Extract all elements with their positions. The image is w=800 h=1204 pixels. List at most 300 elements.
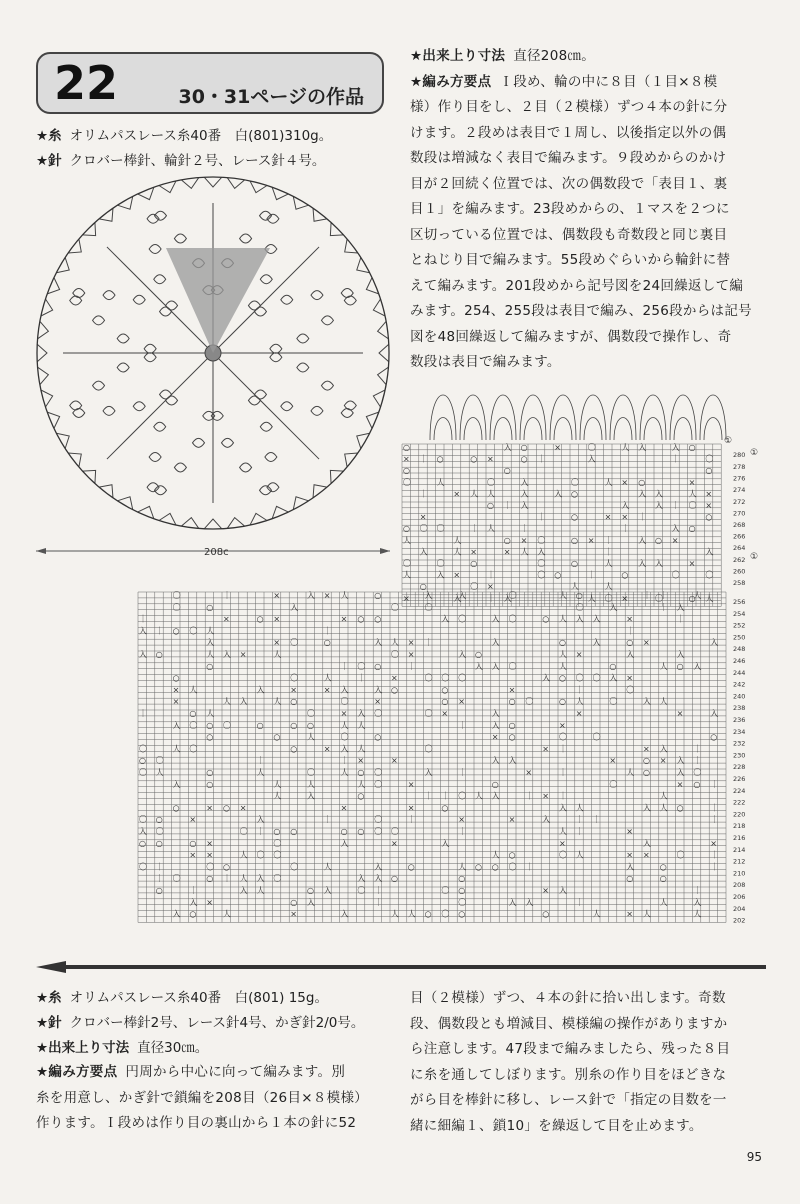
chart-stitch-symbol: 人 (340, 720, 349, 730)
chart-stitch-symbol: 〇 (189, 720, 198, 730)
chart-stitch-symbol: × (487, 582, 494, 592)
chart-stitch-symbol: × (705, 489, 713, 499)
chart-row-label: 276 (733, 474, 746, 483)
chart-stitch-symbol: × (710, 838, 717, 848)
chart-row-label: 254 (733, 609, 746, 618)
chart-stitch-symbol: 〇 (575, 673, 584, 683)
doily-flower (117, 363, 129, 372)
doily-edge-triangle (117, 196, 132, 209)
chart-stitch-symbol: ○ (273, 827, 281, 836)
chart-stitch-symbol: ｜ (575, 827, 584, 836)
doily-edge-triangle (204, 177, 222, 187)
chart-stitch-symbol: × (470, 547, 477, 557)
chart-stitch-symbol: ｜ (626, 626, 635, 636)
chart-stitch-symbol: 〇 (290, 638, 299, 648)
row-marker: ① (750, 552, 759, 562)
chart-stitch-symbol: × (659, 756, 667, 766)
chart-stitch-symbol: ○ (621, 570, 629, 580)
chart-stitch-symbol: 入 (503, 593, 512, 603)
chart-stitch-symbol: 入 (374, 874, 383, 884)
chart-stitch-symbol: ○ (571, 512, 578, 522)
chart-row-label: 216 (733, 834, 746, 842)
chart-stitch-symbol: ○ (554, 570, 562, 580)
chart-stitch-symbol: ｜ (710, 850, 719, 860)
chart-stitch-symbol: ｜ (604, 535, 613, 545)
chart-stitch-symbol: × (340, 709, 348, 718)
chart-stitch-symbol: 〇 (307, 709, 315, 718)
chart-stitch-symbol: ○ (571, 535, 578, 545)
chart-stitch-symbol: × (604, 512, 612, 522)
chart-stitch-symbol: 入 (374, 862, 383, 872)
chart-stitch-symbol: ｜ (323, 815, 332, 825)
doily-flower (166, 301, 178, 310)
chart-stitch-symbol: ○ (655, 535, 662, 545)
chart-stitch-symbol: ○ (391, 874, 398, 884)
shaded-segment (166, 248, 270, 353)
chart-stitch-symbol: ○ (688, 524, 696, 534)
finished-size-label: ★出来上り寸法 (410, 48, 506, 64)
chart-stitch-symbol: 〇 (403, 559, 411, 568)
chart-stitch-symbol: 入 (172, 720, 181, 730)
chart-stitch-symbol: 人 (659, 791, 668, 801)
doily-flower (260, 275, 272, 284)
chart-stitch-symbol: ○ (290, 744, 298, 754)
chart-stitch-symbol: × (189, 850, 197, 860)
chart-stitch-symbol: 入 (139, 650, 147, 659)
chart-stitch-symbol: ○ (374, 614, 382, 624)
chart-stitch-symbol: × (441, 709, 449, 718)
chart-stitch-symbol: 入 (374, 638, 383, 648)
chart-stitch-symbol: 人 (340, 768, 349, 777)
chart-stitch-symbol: ｜ (559, 791, 567, 801)
chart-stitch-symbol: 人 (659, 697, 668, 707)
chart-stitch-symbol: ○ (374, 591, 382, 600)
chart-row-label: 248 (733, 645, 746, 654)
chart-stitch-symbol: 入 (424, 591, 433, 600)
chart-stitch-symbol: 入 (508, 756, 517, 766)
pattern-subtitle: 30・31ページの作品 (178, 86, 364, 108)
chart-stitch-symbol: ○ (357, 614, 365, 624)
chart-stitch-symbol: 〇 (441, 886, 450, 895)
chart-stitch-symbol: × (676, 779, 684, 789)
lower-yarn-label: ★糸 (36, 990, 62, 1006)
instructions-right (410, 44, 775, 376)
chart-stitch-symbol: 入 (256, 685, 265, 695)
chart-stitch-symbol: ｜ (520, 524, 529, 534)
chart-stitch-symbol: 入 (676, 756, 685, 766)
chart-stitch-symbol: 〇 (357, 661, 366, 671)
chart-stitch-symbol: 入 (520, 477, 529, 487)
chart-row-label: 212 (733, 857, 746, 866)
chart-stitch-symbol: 〇 (508, 614, 517, 624)
chart-stitch-symbol: 入 (491, 661, 500, 671)
page-number: 95 (746, 1150, 762, 1164)
chart-stitch-symbol: 〇 (206, 862, 215, 872)
chart-stitch-symbol: × (206, 803, 213, 813)
chart-stitch-symbol: 入 (643, 803, 651, 813)
chart-stitch-symbol: 入 (592, 614, 601, 624)
chart-stitch-symbol: 入 (239, 886, 248, 895)
chart-stitch-symbol: 入 (676, 602, 685, 612)
chart-stitch-symbol: 入 (626, 862, 635, 872)
chart-stitch-symbol: 入 (491, 720, 500, 730)
chart-stitch-symbol: 〇 (273, 838, 282, 848)
chart-stitch-symbol: × (403, 454, 410, 464)
lower-needle-spec (36, 1011, 364, 1036)
chart-stitch-symbol: 人 (575, 803, 584, 813)
chart-stitch-symbol: 〇 (340, 732, 349, 742)
chart-stitch-symbol: × (323, 744, 331, 754)
chart-stitch-symbol: 人 (206, 626, 215, 636)
chart-stitch-symbol: 〇 (441, 909, 450, 919)
chart-stitch-symbol: × (223, 614, 230, 624)
chart-stitch-symbol: 入 (458, 650, 467, 659)
chart-stitch-symbol: × (621, 593, 629, 603)
chart-row-label: 240 (733, 692, 746, 701)
chart-stitch-symbol: 入 (638, 535, 647, 545)
chart-stitch-symbol: ｜ (374, 886, 383, 895)
chart-stitch-symbol: × (419, 512, 427, 522)
chart-stitch-symbol: ｜ (710, 803, 719, 813)
chart-stitch-symbol: ○ (374, 661, 382, 671)
chart-stitch-symbol: 〇 (189, 626, 198, 636)
chart-stitch-symbol: 入 (676, 650, 685, 659)
lower-size-spec (36, 1036, 208, 1061)
chart-stitch-symbol: × (559, 838, 566, 848)
chart-stitch-symbol: ｜ (419, 454, 428, 464)
chart-stitch-symbol: ｜ (643, 591, 651, 600)
chart-stitch-symbol: 人 (223, 697, 231, 707)
chart-row-label: 232 (733, 739, 746, 748)
chart-stitch-symbol: 人 (256, 768, 265, 777)
chart-stitch-symbol: 人 (239, 874, 248, 884)
chart-stitch-symbol: ○ (470, 454, 478, 464)
chart-row-label: 208 (733, 881, 746, 890)
chart-stitch-symbol: 〇 (424, 602, 433, 612)
chart-stitch-symbol: 人 (357, 720, 366, 730)
chart-stitch-symbol: 入 (525, 897, 534, 907)
chart-stitch-symbol: × (626, 614, 633, 624)
chart-stitch-symbol: ｜ (340, 661, 349, 671)
chart-stitch-symbol: 人 (357, 744, 366, 754)
row-marker: ① (750, 448, 759, 458)
chart-stitch-symbol: 入 (453, 593, 462, 603)
chart-stitch-symbol: ｜ (407, 661, 416, 671)
chart-row-label: 210 (733, 869, 746, 878)
chart-stitch-symbol: 〇 (374, 827, 383, 836)
chart-stitch-symbol: × (626, 909, 633, 919)
chart-stitch-symbol: 〇 (374, 709, 383, 718)
chart-stitch-symbol: 〇 (571, 477, 579, 487)
chart-stitch-symbol: 人 (470, 489, 479, 499)
chart-stitch-symbol: 〇 (508, 591, 517, 600)
chart-stitch-symbol: × (458, 815, 465, 825)
chart-stitch-symbol: 入 (520, 489, 529, 499)
yarn-label: ★糸 (36, 128, 62, 144)
chart-stitch-symbol: 入 (575, 614, 584, 624)
chart-stitch-symbol: ｜ (139, 614, 147, 624)
chart-stitch-symbol: 入 (340, 909, 349, 919)
chart-stitch-symbol: 入 (638, 559, 647, 568)
chart-stitch-symbol: ○ (643, 756, 650, 766)
doily-flower (93, 316, 105, 325)
chart-stitch-symbol: 入 (256, 874, 265, 884)
chart-stitch-symbol: 人 (659, 897, 668, 907)
chart-stitch-symbol: 人 (705, 593, 714, 603)
chart-stitch-symbol: ｜ (357, 673, 366, 683)
chart-stitch-symbol: × (705, 501, 713, 510)
chart-stitch-symbol: 人 (693, 909, 702, 919)
chart-stitch-symbol: 入 (655, 501, 663, 510)
chart-stitch-symbol: ○ (487, 501, 494, 510)
chart-stitch-symbol: ｜ (575, 897, 584, 907)
chart-stitch-symbol: ○ (475, 862, 482, 872)
chart-stitch-symbol: ○ (676, 803, 684, 813)
lower-method-label: ★編み方要点 (36, 1064, 118, 1080)
chart-stitch-symbol: ○ (626, 638, 634, 648)
yarn-value: オリムパスレース糸40番 白(801)310g。 (69, 128, 333, 144)
chart-stitch-symbol: × (453, 489, 461, 499)
chart-row-label: 256 (733, 598, 746, 606)
chart-stitch-symbol: 入 (357, 874, 366, 884)
chart-stitch-symbol: 〇 (458, 614, 467, 624)
chart-stitch-symbol: × (323, 591, 331, 600)
doily-edge-triangle (293, 196, 308, 209)
chart-stitch-symbol: 〇 (592, 732, 601, 742)
chart-stitch-symbol: 入 (419, 547, 428, 557)
chart-stitch-symbol: 人 (659, 661, 668, 671)
chart-stitch-symbol: ○ (458, 874, 466, 884)
chart-stitch-symbol: 〇 (508, 862, 517, 872)
chart-stitch-symbol: ○ (508, 850, 516, 860)
chart-stitch-symbol: 〇 (391, 650, 399, 659)
chart-stitch-symbol: 入 (638, 489, 647, 499)
chart-stitch-symbol: 〇 (256, 850, 265, 860)
chart-stitch-symbol: ○ (403, 466, 410, 476)
chart-stitch-symbol: × (453, 570, 461, 580)
chart-stitch-symbol: ｜ (575, 685, 584, 695)
chart-scallop (554, 418, 572, 441)
chart-stitch-symbol: × (403, 593, 410, 603)
pattern-number: 22 (54, 56, 119, 110)
chart-stitch-symbol: ○ (542, 909, 550, 919)
chart-stitch-symbol: ○ (391, 685, 398, 695)
chart-stitch-symbol: 〇 (403, 477, 411, 487)
chart-stitch-symbol: 〇 (604, 593, 613, 603)
chart-stitch-symbol: ｜ (537, 512, 546, 522)
yarn-spec (36, 124, 332, 149)
chart-stitch-symbol: × (508, 685, 516, 695)
chart-stitch-symbol: × (290, 685, 297, 695)
chart-stitch-symbol: 人 (155, 768, 164, 777)
chart-stitch-symbol: 〇 (374, 815, 383, 825)
chart-stitch-symbol: 人 (239, 850, 248, 860)
chart-stitch-symbol: 人 (206, 709, 215, 718)
chart-stitch-symbol: 人 (559, 614, 567, 624)
chart-stitch-symbol: 人 (436, 477, 445, 487)
chart-stitch-symbol: ｜ (710, 862, 719, 872)
chart-stitch-symbol: × (189, 815, 197, 825)
chart-stitch-symbol: ○ (676, 661, 684, 671)
chart-stitch-symbol: ○ (436, 454, 444, 464)
chart-stitch-symbol: ○ (503, 466, 511, 476)
chart-stitch-symbol: 人 (520, 547, 529, 557)
finished-size-value: 直径208㎝。 (513, 48, 596, 64)
chart-stitch-symbol: ｜ (693, 756, 702, 766)
chart-stitch-symbol: ｜ (424, 791, 433, 801)
chart-stitch-symbol: ｜ (503, 501, 512, 510)
chart-stitch-symbol: 入 (542, 673, 551, 683)
doily-flower (117, 334, 129, 343)
chart-stitch-symbol: 入 (340, 744, 349, 754)
chart-stitch-symbol: × (503, 547, 511, 557)
chart-stitch-symbol: ｜ (525, 862, 534, 872)
lower-method-continued: 目（２模様）ずつ、４本の針に拾い出します。奇数 段、偶数段とも増減目、模様編の操作がありますか ら注意します。47段まで編みましたら、残った８目 に糸を通してしぼります。別糸の作り目をほどきな がら目を棒針に移し、レース針で「指定の目数を一 緒に細編１、鎖10」を繰返して目を止めます。 (410, 990, 731, 1134)
chart-stitch-symbol: × (374, 697, 381, 707)
chart-stitch-symbol: 〇 (239, 827, 248, 836)
chart-stitch-symbol: ○ (340, 827, 348, 836)
chart-row-label: 244 (733, 668, 746, 677)
chart-stitch-symbol: × (239, 803, 247, 813)
chart-stitch-symbol: × (273, 638, 281, 648)
chart-stitch-symbol: ｜ (458, 720, 467, 730)
chart-stitch-symbol: 人 (604, 477, 613, 487)
chart-stitch-symbol: ○ (206, 779, 214, 789)
chart-stitch-symbol: 〇 (172, 602, 181, 612)
chart-stitch-symbol: 〇 (537, 535, 546, 545)
chart-stitch-symbol: 人 (273, 697, 282, 707)
chart-stitch-symbol: × (407, 779, 415, 789)
chart-stitch-symbol: 人 (604, 582, 613, 592)
chart-stitch-symbol: ○ (290, 827, 298, 836)
chart-row-label: 278 (733, 463, 746, 471)
chart-stitch-symbol: ○ (638, 477, 646, 487)
chart-stitch-symbol: 入 (643, 838, 651, 848)
chart-stitch-symbol: 入 (239, 697, 248, 707)
chart-stitch-symbol: 人 (626, 768, 635, 777)
chart-stitch-symbol: 〇 (705, 570, 714, 580)
chart-stitch-symbol: ｜ (424, 638, 433, 648)
chart-stitch-symbol: × (587, 535, 595, 545)
chart-stitch-symbol: ｜ (139, 709, 147, 718)
chart-stitch-symbol: 〇 (436, 559, 445, 568)
chart-stitch-symbol: ○ (693, 779, 701, 789)
chart-stitch-symbol: 入 (223, 650, 231, 659)
chart-stitch-symbol: ○ (155, 838, 163, 848)
doily-flower (321, 316, 333, 325)
chart-stitch-symbol: × (575, 650, 583, 659)
chart-stitch-symbol: 人 (559, 661, 567, 671)
chart-stitch-symbol: 〇 (508, 661, 517, 671)
chart-stitch-symbol: ｜ (638, 512, 647, 522)
chart-stitch-symbol: 〇 (436, 524, 445, 534)
chart-stitch-symbol: ○ (206, 720, 214, 730)
chart-row-label: 220 (733, 810, 746, 819)
chart-stitch-symbol: × (458, 697, 465, 707)
chart-stitch-symbol: 〇 (655, 593, 663, 603)
chart-row-label: 224 (733, 786, 746, 795)
chart-stitch-symbol: ｜ (223, 591, 231, 600)
chart-row-label: 204 (733, 904, 746, 913)
chart-stitch-symbol: 人 (403, 570, 411, 580)
chart-stitch-symbol: 〇 (424, 744, 433, 754)
chart-stitch-symbol: ○ (688, 593, 696, 603)
chart-stitch-symbol: 人 (307, 779, 315, 789)
chart-stitch-symbol: × (172, 685, 180, 695)
chart-stitch-symbol: 〇 (223, 720, 231, 730)
chart-stitch-symbol: ○ (139, 756, 146, 766)
chart-stitch-symbol: ｜ (676, 614, 685, 624)
chart-stitch-symbol: ○ (172, 673, 180, 683)
chart-stitch-symbol: 入 (671, 443, 680, 452)
lower-needle-value: クロバー棒針2号、レース針4号、かぎ針2/0号。 (69, 1015, 365, 1031)
chart-stitch-symbol: ○ (458, 886, 466, 895)
chart-stitch-symbol: × (671, 535, 679, 545)
chart-stitch-symbol: ○ (705, 466, 713, 476)
chart-stitch-symbol: 人 (403, 535, 411, 545)
chart-stitch-symbol: × (206, 897, 213, 907)
chart-stitch-symbol: 人 (172, 744, 181, 754)
doily-flower (240, 234, 252, 243)
doily-flower (93, 381, 105, 390)
chart-row-label: 226 (733, 775, 746, 783)
chart-stitch-symbol: ｜ (671, 454, 680, 464)
chart-row-label: 222 (733, 798, 746, 807)
chart-stitch-symbol: 〇 (139, 862, 147, 872)
chart-stitch-symbol: 人 (391, 638, 399, 648)
chart-stitch-symbol: 入 (441, 614, 450, 624)
chart-stitch-symbol: ｜ (604, 547, 613, 557)
chart-stitch-symbol: ｜ (621, 524, 630, 534)
chart-stitch-symbol: ○ (458, 909, 466, 919)
chart-stitch-symbol: ｜ (155, 862, 164, 872)
chart-stitch-symbol: ○ (139, 838, 146, 848)
chart-stitch-symbol: 入 (374, 685, 383, 695)
chart-row-label: 268 (733, 521, 746, 529)
knitting-chart (130, 360, 770, 925)
chart-row-label: 228 (733, 763, 746, 772)
chart-stitch-symbol: 〇 (307, 768, 315, 777)
chart-stitch-symbol: 人 (688, 489, 697, 499)
chart-stitch-symbol: × (487, 454, 494, 464)
chart-stitch-symbol: ○ (441, 697, 449, 707)
doily-flower (248, 301, 260, 310)
method-body: 様）作り目をし、２目（２模様）ずつ４本の針に分 けます。２段めは表目で１周し、以後指定以外の偶 数段は増減なく表目で編みます。９段めからのかけ 目が２回続く位置では、次の偶数段で「表目１、裏 目１」を編みます。23段めからの、１マスを２つに 区切っている位置では、偶数段も奇数段と同じ裏目 とねじり目で編みます。55段めぐらいから輪針に替 えて編みます。201段めから記号図を24回繰返して編 みます。254、255段は表目で編み、256段からは記号 図を48回繰返して編みますが、偶数段で操作し、奇 数段は表目で編みます。 (410, 99, 752, 370)
chart-stitch-symbol: 〇 (290, 673, 299, 683)
chart-stitch-symbol: ｜ (256, 756, 265, 766)
chart-stitch-symbol: ○ (520, 443, 528, 452)
chart-stitch-symbol: 〇 (374, 779, 383, 789)
chart-stitch-symbol: ○ (155, 650, 163, 659)
chart-stitch-symbol: 〇 (458, 791, 467, 801)
chart-stitch-symbol: 〇 (139, 815, 147, 825)
chart-stitch-symbol: 人 (559, 591, 567, 600)
chart-stitch-symbol: × (172, 697, 180, 707)
chart-stitch-symbol: 入 (609, 673, 618, 683)
chart-stitch-symbol: 〇 (592, 673, 601, 683)
chart-stitch-symbol: ｜ (710, 779, 719, 789)
chart-stitch-symbol: × (542, 791, 549, 801)
chart-stitch-symbol: 〇 (290, 862, 299, 872)
chart-stitch-symbol: ○ (559, 697, 566, 707)
chart-stitch-symbol: × (643, 744, 650, 754)
chart-scallop (494, 418, 512, 441)
chart-stitch-symbol: ○ (374, 732, 382, 742)
chart-stitch-symbol: ○ (688, 443, 696, 452)
chart-stitch-symbol: ｜ (525, 791, 534, 801)
chart-stitch-symbol: ○ (290, 897, 298, 907)
doily-flower (133, 295, 145, 304)
